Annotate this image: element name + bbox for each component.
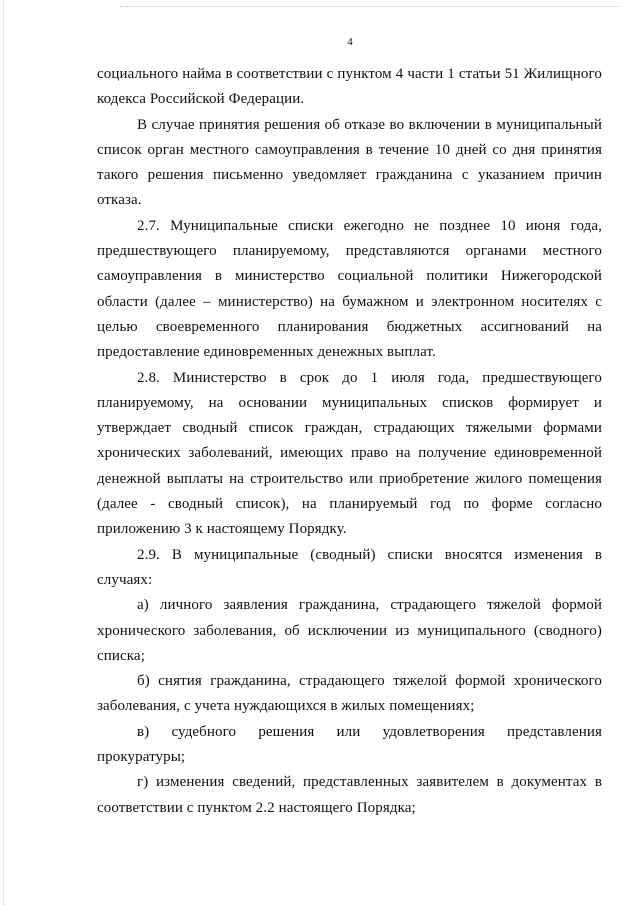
document-body [97, 62, 602, 821]
scan-edge-top [120, 6, 620, 7]
page-number: 4 [347, 36, 353, 48]
list-item-b: б) снятия гражданина, страдающего тяжелой формой хронического заболевания, с учета нуждающихся в жилых помещениях; [97, 673, 602, 715]
paragraph-continuation: социального найма в соответствии с пунктом 4 части 1 статьи 51 Жилищного кодекса Российской Федерации. [97, 66, 602, 108]
paragraph-refusal-notice: В случае принятия решения об отказе во включении в муниципальный список орган местного самоуправления в течение 10 дней со дня принятия такого решения письменно уведомляет гражданина с указанием причин отказа. [97, 116, 602, 209]
list-item-g: г) изменения сведений, представленных заявителем в документах в соответствии с пунктом 2.2 настоящего Порядка; [97, 774, 602, 816]
scan-edge-left [3, 0, 4, 905]
paragraph-2-8: 2.8. Министерство в срок до 1 июля года, предшествующего планируемому, на основании муниципальных списков формирует и утверждает сводный список граждан, страдающих тяжелыми формами хронических заболеваний, имеющих право на получение единовременной денежной выплаты на строительство или приобретение жилого помещения (далее - сводный список), на планируемый год по форме согласно приложению 3 к настоящему Порядку. [97, 369, 602, 538]
list-item-a: а) личного заявления гражданина, страдающего тяжелой формой хронического заболевания, об исключении из муниципального (сводного) списка; [97, 597, 602, 664]
paragraph-2-9: 2.9. В муниципальные (сводный) списки вносятся изменения в случаях: [97, 546, 602, 588]
list-item-v: в) судебного решения или удовлетворения представления прокуратуры; [97, 723, 602, 766]
paragraph-2-7: 2.7. Муниципальные списки ежегодно не позднее 10 июня года, предшествующего планируемому, представляются органами местного самоуправления в министерство социальной политики Нижегородской области (далее – министерство) на бумажном и электронном носителях с целью своевременного планирования бюджетных ассигнований на предоставление единовременных денежных выплат. [97, 217, 602, 361]
